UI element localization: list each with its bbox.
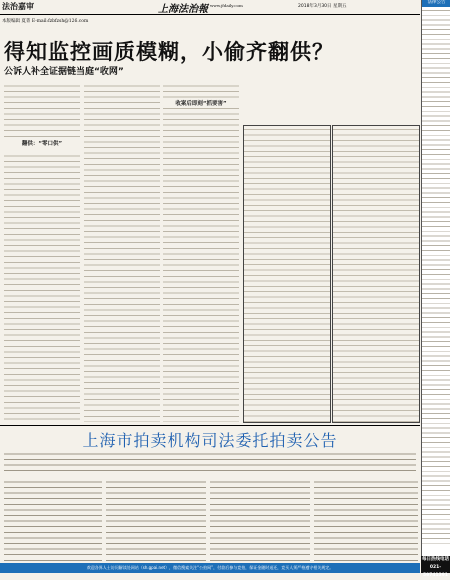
section-heading-1: 翻供：“零口供”: [21, 141, 63, 147]
auction-notice-title: 上海市拍卖机构司法委托拍卖公告: [82, 431, 338, 450]
auction-intro: [4, 450, 416, 476]
auction-column-4: [314, 478, 418, 562]
bottom-info-bar: 欢迎各界人士访问解读处网站（sh.gpai.net），微信搜索关注“公拍网”，付款后参与竞拍，保证金随时退还，竞买人须严格遵守相关规定。: [0, 563, 420, 573]
right-strip-title: 法律公告: [422, 0, 450, 7]
section-heading-2: 收案后即刻“抓要害”: [163, 102, 239, 108]
auction-column-1: [4, 478, 102, 562]
article-column-1-body-2: [4, 152, 80, 422]
right-notice-strip: [421, 0, 450, 573]
auction-column-2: [106, 478, 206, 562]
right-strip-text: [422, 7, 450, 547]
hotline-number: 021-59741391: [422, 565, 449, 578]
publication-date: 2018年3月30日 星期五: [298, 4, 347, 9]
legal-notices-block-1: [243, 125, 331, 423]
hotline-bar: [421, 556, 450, 578]
article-column-3: [163, 82, 239, 422]
newspaper-url: www.jfdaily.com: [210, 3, 243, 8]
masthead: [0, 0, 420, 15]
article-subhead: 公诉人补全证据链当庭“收网”: [4, 67, 124, 77]
section-label: 法治嘉审: [2, 2, 34, 11]
article-headline: 得知监控画质模糊，小偷齐翻供？: [4, 40, 334, 64]
article-column-2: [84, 82, 160, 422]
edition-info: 本版编辑 夏菁 E-mail:fzbfzsh@126.com: [2, 19, 89, 24]
newspaper-logo: 上海法治報: [158, 4, 208, 15]
legal-notices-block-2: [332, 125, 420, 423]
hotline-label: 每日热线电话: [422, 557, 449, 562]
article-column-1-body: [4, 82, 80, 140]
auction-column-3: [210, 478, 310, 562]
